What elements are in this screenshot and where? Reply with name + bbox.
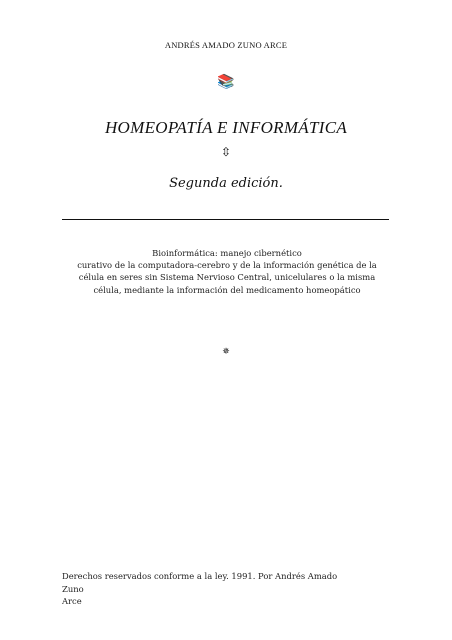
copyright-notice bbox=[62, 570, 342, 608]
copyright-line: Arce bbox=[62, 596, 82, 606]
abstract-line: célula, mediante la información del medicamento homeopático bbox=[93, 284, 361, 295]
abstract-text bbox=[60, 247, 394, 296]
abstract-line: Bioinformática: manejo cibernético bbox=[152, 248, 302, 258]
books-icon: 📚 bbox=[217, 74, 235, 90]
edition-label: Segunda edición. bbox=[169, 176, 283, 191]
document-title: HOMEOPATÍA E INFORMÁTICA bbox=[104, 118, 348, 137]
abstract-line: curativo de la computadora-cerebro y de la información genética de la bbox=[77, 260, 377, 271]
up-down-arrow-icon: ⇳ bbox=[220, 145, 232, 159]
copyright-line: Derechos reservados conforme a la ley. 1991. Por Andrés Amado Zuno bbox=[62, 571, 338, 594]
abstract-line: célula en seres sin Sistema Nervioso Central, unicelulares o la misma bbox=[78, 272, 376, 283]
star-icon: ✵ bbox=[222, 347, 230, 357]
author-name: ANDRÉS AMADO ZUNO ARCE bbox=[164, 40, 288, 50]
horizontal-divider bbox=[62, 219, 389, 220]
